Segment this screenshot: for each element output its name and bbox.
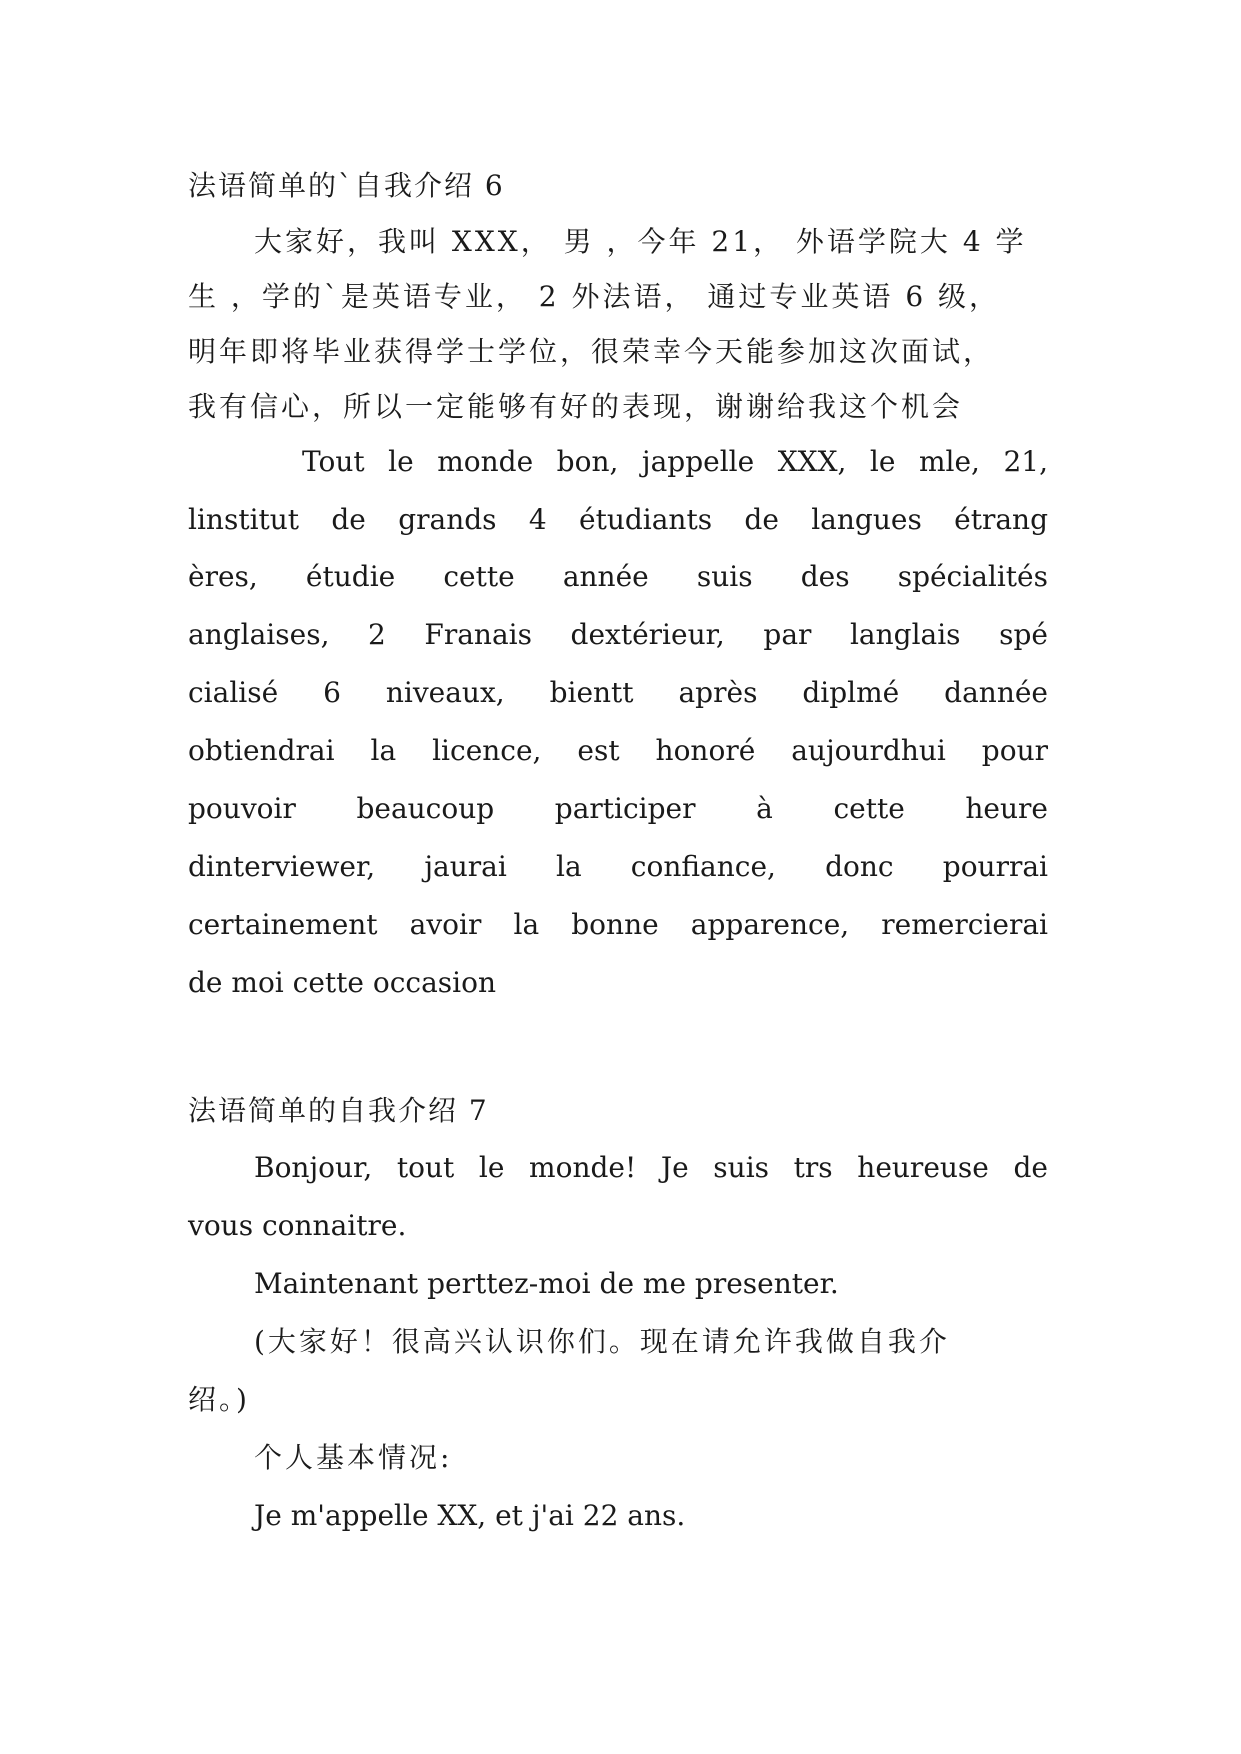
paragraph-line: Je m'appelle XX, et j'ai 22 ans. [254, 1499, 686, 1532]
paragraph-line: Bonjour, tout le monde! Je suis trs heureuse de [254, 1151, 1048, 1184]
section-7-heading: 法语简单的自我介绍 7 [188, 1094, 489, 1127]
chinese-paragraph-line: 明年即将毕业获得学士学位，很荣幸今天能参加这次面试， [188, 335, 995, 368]
french-paragraph-line: obtiendrai la licence, est honoré aujourdhui pour [188, 734, 1048, 767]
paragraph-line: (大家好！很高兴认识你们。现在请允许我做自我介 [254, 1325, 950, 1358]
french-paragraph-line: pouvoir beaucoup participer à cette heure [188, 792, 1048, 825]
french-paragraph-line: de moi cette occasion [188, 966, 497, 999]
chinese-paragraph-line: 大家好，我叫 XXX， 男 ，今年 21， 外语学院大 4 学 [254, 225, 1027, 258]
french-paragraph-line: dinterviewer, jaurai la confiance, donc pourrai [188, 850, 1048, 883]
chinese-paragraph-line: 我有信心，所以一定能够有好的表现，谢谢给我这个机会 [188, 390, 964, 423]
french-paragraph-line: ères, étudie cette année suis des spécialités [188, 560, 1048, 593]
paragraph-line: vous connaitre. [188, 1209, 407, 1242]
french-paragraph-line: Tout le monde bon, jappelle XXX, le mle, 21, [302, 445, 1048, 478]
french-paragraph-line: linstitut de grands 4 étudiants de langues étrang [188, 503, 1048, 536]
french-paragraph-line: cialisé 6 niveaux, bientt après diplmé dannée [188, 676, 1048, 709]
paragraph-line: 个人基本情况: [254, 1441, 453, 1474]
french-paragraph-line: anglaises, 2 Franais dextérieur, par langlais spé [188, 618, 1048, 651]
french-paragraph-line: certainement avoir la bonne apparence, remercierai [188, 908, 1048, 941]
paragraph-line: Maintenant perttez-moi de me presenter. [254, 1267, 839, 1300]
chinese-paragraph-line: 生 ，学的`是英语专业， 2 外法语， 通过专业英语 6 级， [188, 280, 1001, 313]
section-6-heading: 法语简单的`自我介绍 6 [188, 169, 505, 202]
paragraph-line: 绍。) [188, 1383, 250, 1416]
